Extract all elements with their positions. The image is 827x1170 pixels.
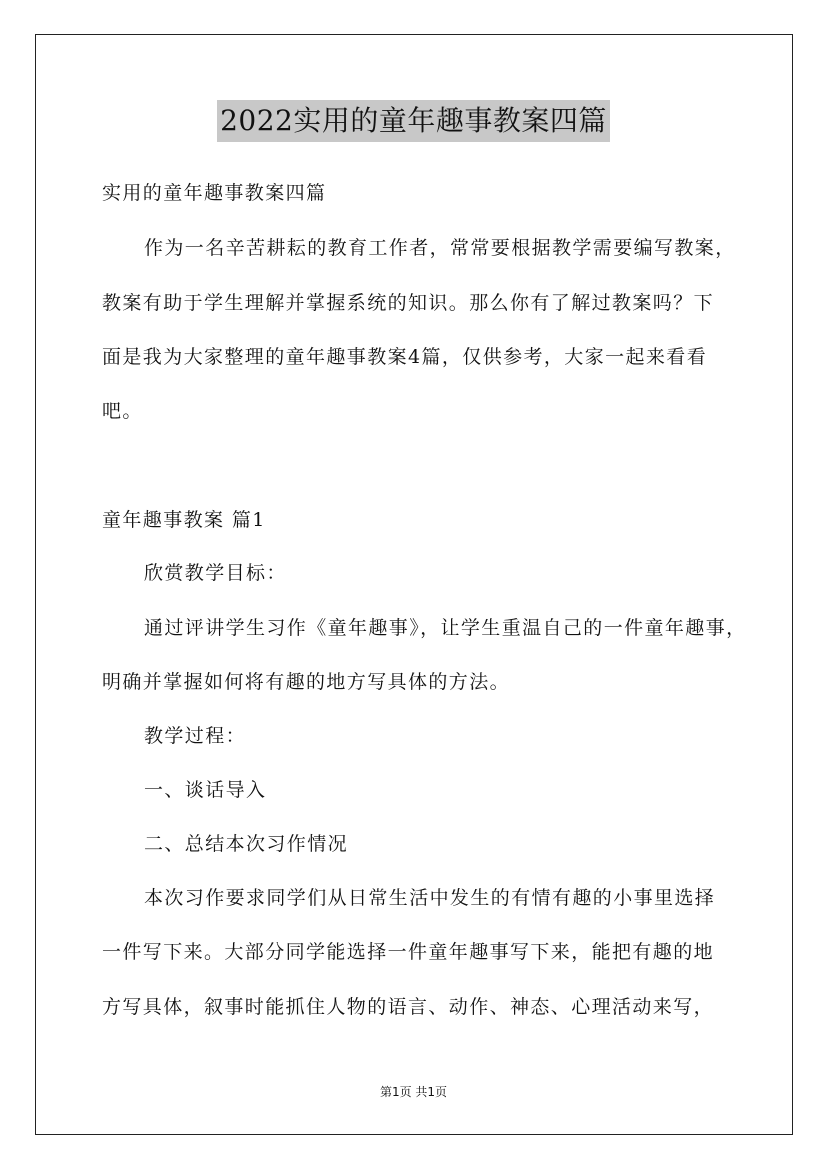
body-line: 本次习作要求同学们从日常生活中发生的有情有趣的小事里选择 [144,887,716,909]
title-container [0,100,827,142]
body-line: 方写具体，叙事时能抓住人物的语言、动作、神态、心理活动来写， [102,996,715,1018]
body-line: 一、谈话导入 [144,779,267,801]
body-line: 通过评讲学生习作《童年趣事》，让学生重温自己的一件童年趣事， [144,617,747,639]
document-subtitle: 实用的童年趣事教案四篇 [102,182,327,204]
intro-line: 教案有助于学生理解并掌握系统的知识。那么你有了解过教案吗？下 [102,292,715,314]
intro-line: 吧。 [102,400,143,422]
page-footer: 第1页 共1页 [379,1085,448,1099]
body-line: 教学过程： [144,725,247,747]
body-line: 欣赏教学目标： [144,562,287,584]
intro-line: 面是我为大家整理的童年趣事教案4篇，仅供参考，大家一起来看看 [102,346,708,368]
section-heading: 童年趣事教案 篇1 [102,509,266,531]
body-line: 一件写下来。大部分同学能选择一件童年趣事写下来，能把有趣的地 [102,941,715,963]
document-title: 2022实用的童年趣事教案四篇 [217,100,610,142]
body-line: 明确并掌握如何将有趣的地方写具体的方法。 [102,671,511,693]
intro-line: 作为一名辛苦耕耘的教育工作者，常常要根据教学需要编写教案， [144,237,736,259]
body-line: 二、总结本次习作情况 [144,833,349,855]
